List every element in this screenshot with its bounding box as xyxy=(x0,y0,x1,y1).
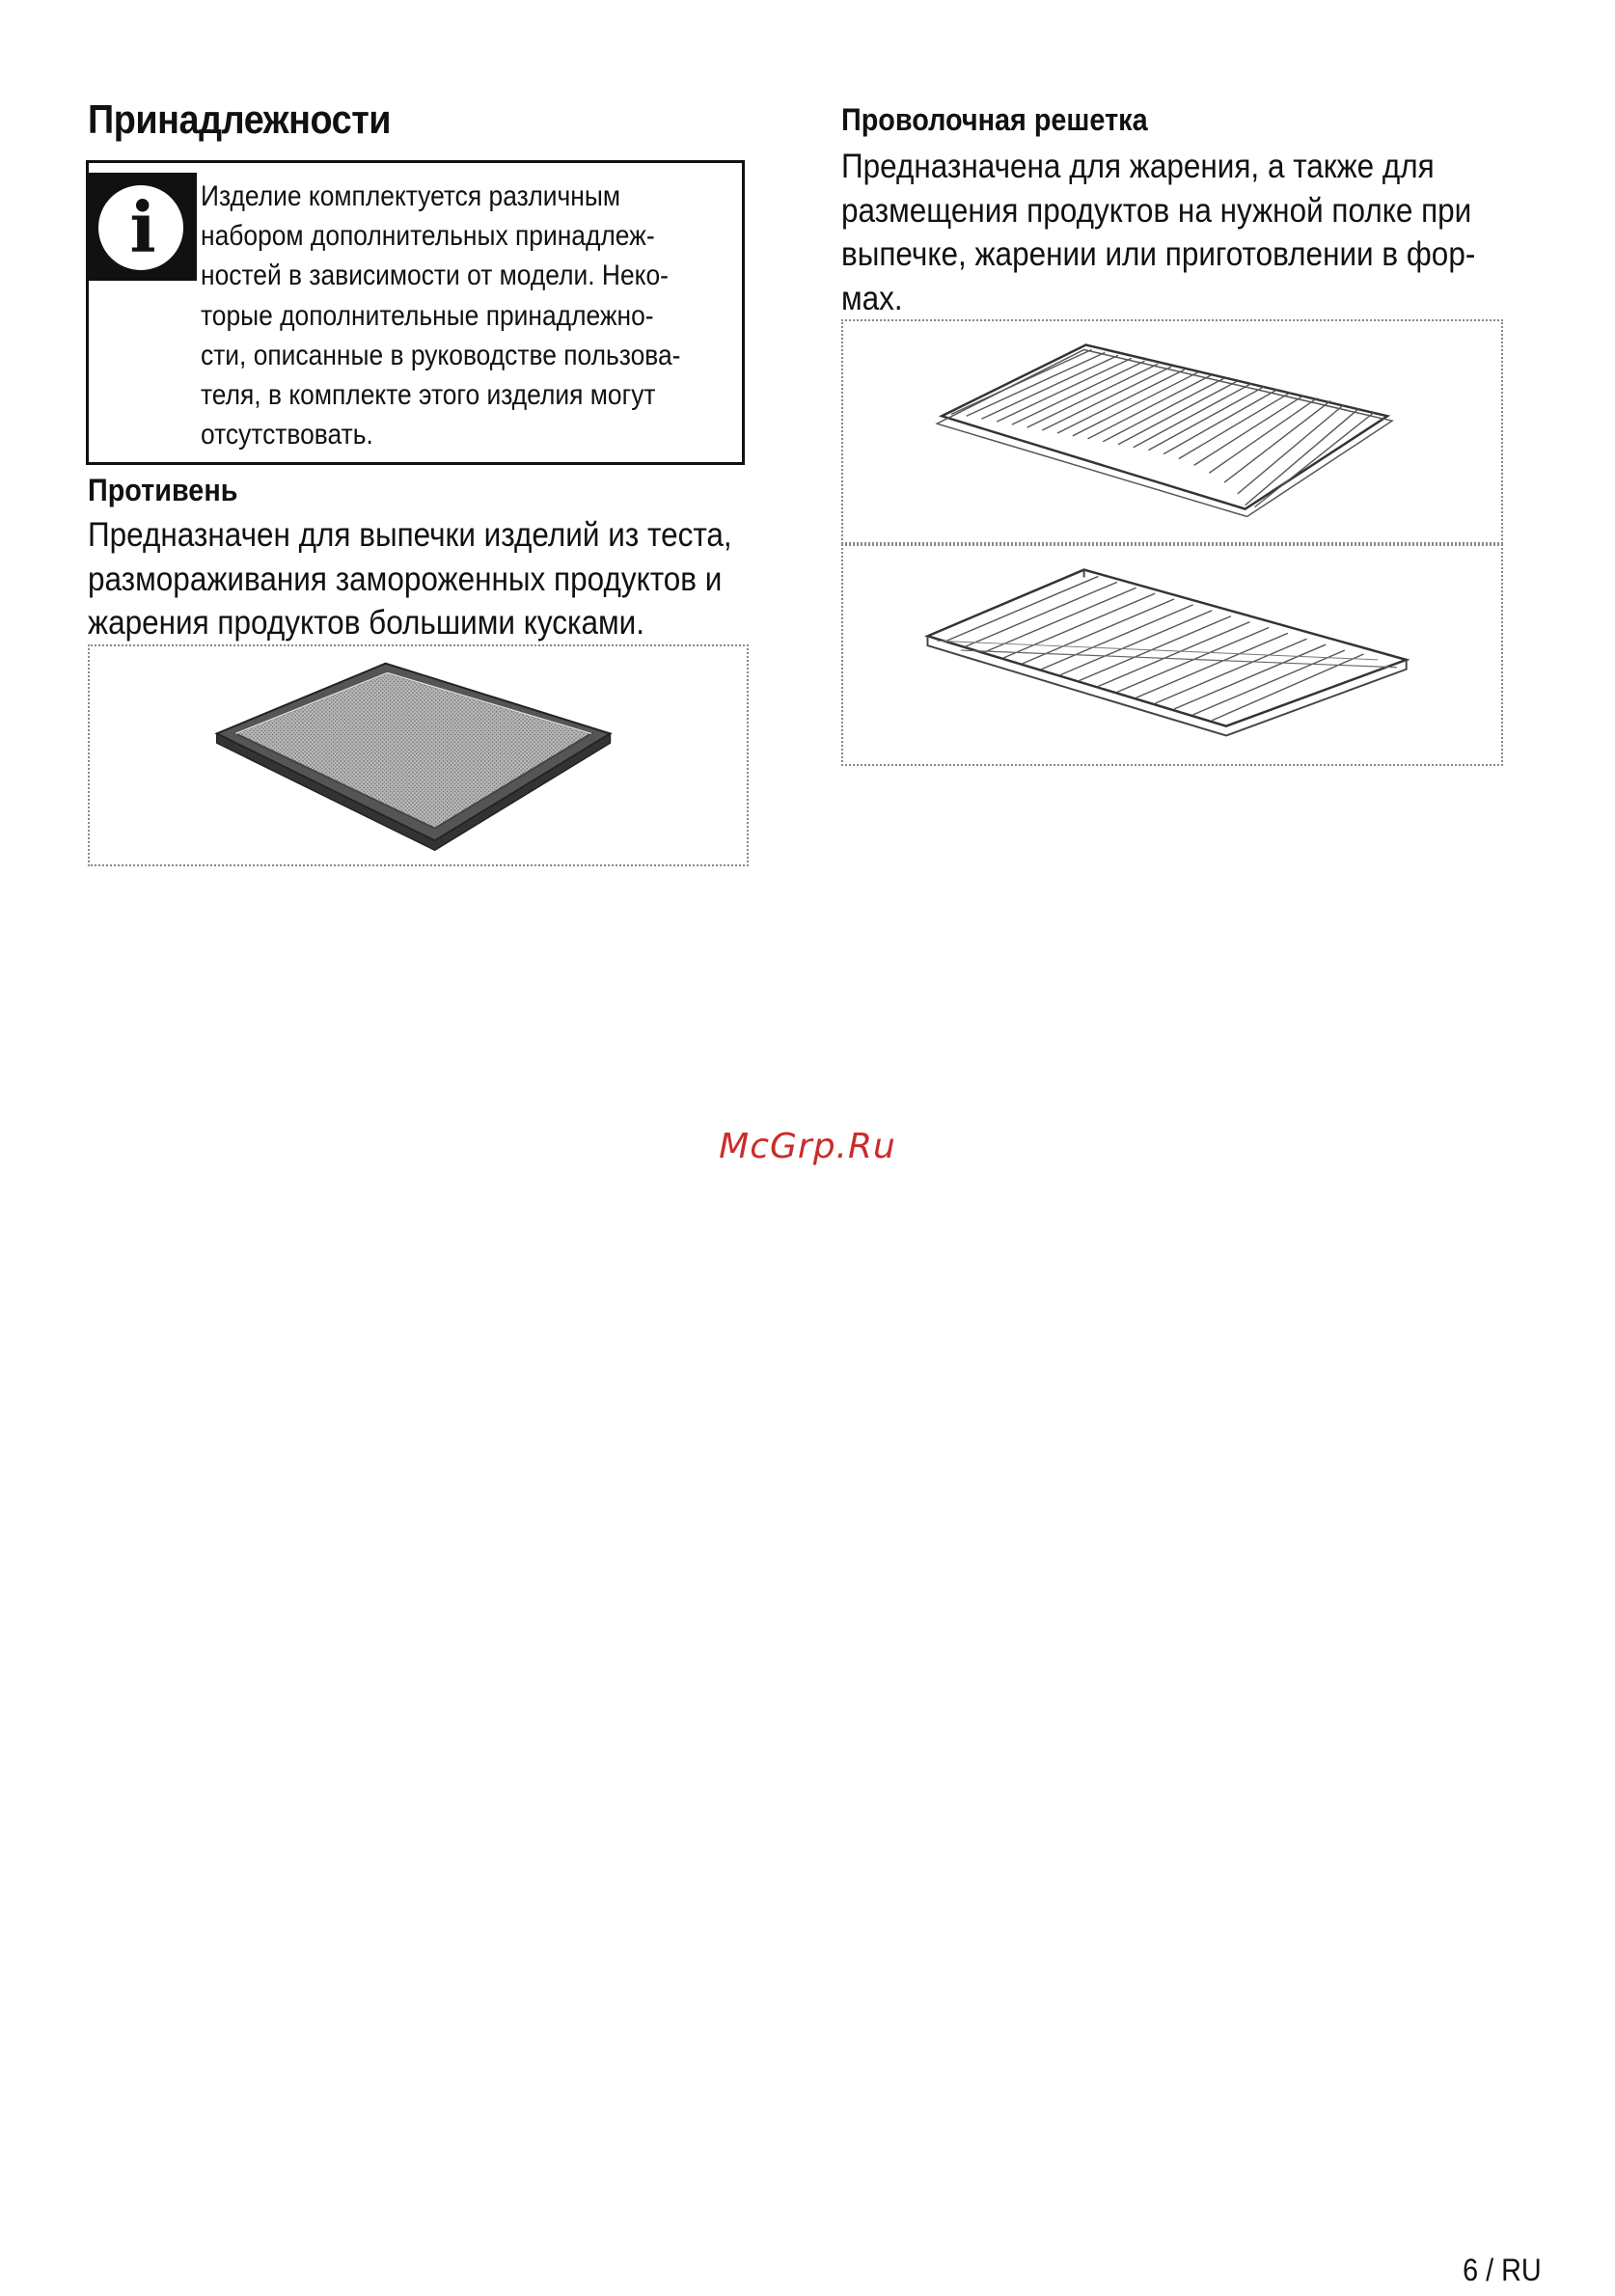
rack-description-line: выпечке, жарении или приготовлении в фор- xyxy=(841,235,1476,273)
rack-description xyxy=(841,145,1475,320)
tray-description xyxy=(88,513,732,645)
page-number: 6 / RU xyxy=(1463,2253,1542,2287)
rack-description-line: мах. xyxy=(841,279,903,317)
rack-description-line: Предназначена для жарения, а также для xyxy=(841,148,1435,185)
wire-rack-illustration-flat xyxy=(843,321,1501,542)
info-note-line: теля, в комплекте этого изделия могут xyxy=(201,379,656,412)
rack-description-line: размещения продуктов на нужной полке при xyxy=(841,191,1472,230)
watermark: McGrp.Ru xyxy=(719,1127,896,1166)
info-icon: i xyxy=(89,173,197,281)
info-note-box xyxy=(86,160,745,465)
tray-description-line: жарения продуктов большими кусками. xyxy=(88,604,644,642)
tray-heading: Противень xyxy=(88,473,238,507)
wire-rack-figure-2 xyxy=(841,544,1503,766)
baking-tray-illustration xyxy=(90,646,747,864)
wire-rack-figure-1 xyxy=(841,319,1503,544)
info-note-line: сти, описанные в руководстве пользова- xyxy=(201,339,681,371)
info-note-line: отсутствовать. xyxy=(201,419,373,451)
info-note-text xyxy=(201,177,680,454)
wire-rack-illustration-tilted xyxy=(843,546,1501,764)
info-note-line: торые дополнительные принадлежно- xyxy=(201,299,654,332)
info-note-line: набором дополнительных принадлеж- xyxy=(201,220,655,253)
tray-description-line: Предназначен для выпечки изделий из теста, xyxy=(88,516,732,554)
rack-heading: Проволочная решетка xyxy=(841,102,1148,137)
baking-tray-figure xyxy=(88,644,749,866)
page-title: Принадлежности xyxy=(88,96,392,142)
info-note-line: ностей в зависимости от модели. Неко- xyxy=(201,260,669,292)
tray-description-line: размораживания замороженных продуктов и xyxy=(88,560,723,598)
info-note-line: Изделие комплектуется различным xyxy=(201,180,620,212)
